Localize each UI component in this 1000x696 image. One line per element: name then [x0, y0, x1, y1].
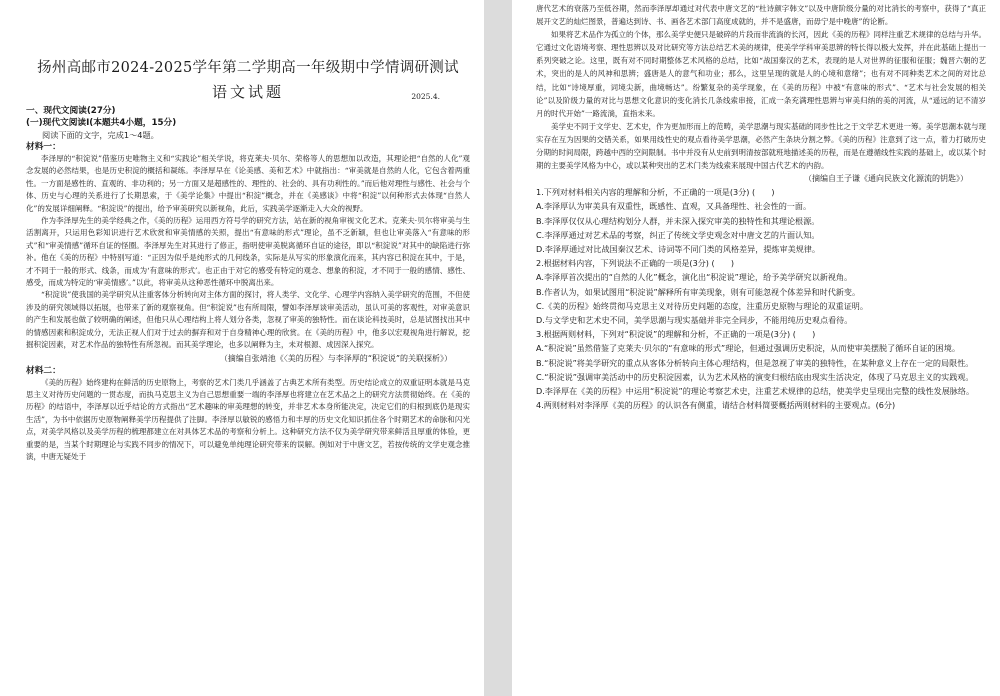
- answer-option: C.《美的历程》始终贯彻马克思主义对待历史问题的态度，注重历史原物与理论的双重证明。: [536, 300, 868, 311]
- answer-option: D.李泽厚在《美的历程》中运用“积淀说”的理论考察艺术史，注重艺术规律的总结，使美学史呈现出完整的线性发展脉络。: [536, 386, 975, 397]
- answer-option: B.作者认为，如果试图用“积淀说”解释所有审美现象，则有可能忽视个体差异和时代新变。: [536, 286, 861, 297]
- answer-option: D.与文学史和艺术史不同，美学思潮与现实基础并非完全同步，不能用纯历史观点看待。: [536, 315, 853, 326]
- material-2-paragraph: 唐代艺术的衰落乃至低谷期，然而李泽厚却通过对代表中唐文艺的“杜诗颜字韩文”以及中唐阶级分量的对比消长的考察中，获得了“真正展开文艺的灿烂图景，普遍达到诗、书、画各艺术部门高度成就的，并不是盛唐，而毋宁是中晚唐”的论断。: [536, 4, 986, 27]
- answer-option: A.李泽厚认为审美具有双重性，既感性、直观，又具备理性、社会性的一面。: [536, 201, 812, 212]
- subsection-heading: (一)现代文阅读Ⅰ(本题共4小题，15分): [26, 118, 177, 128]
- question-stem: 2.根据材料内容，下列说法不正确的一项是(3分) ( ): [536, 258, 735, 269]
- exam-subtitle: 语文试题: [211, 83, 284, 101]
- answer-option: B.李泽厚仅仅从心理结构划分人群，并未深入探究审美的独特性和其理论根源。: [536, 215, 820, 226]
- material-1-source: （摘编自张靖池《〈美的历程〉与李泽厚的“积淀说”的关联探析》）: [219, 353, 452, 363]
- answer-option: C.“积淀说”强调审美活动中的历史积淀因素，认为艺术风格的演变归根结底由现实生活决定，体现了马克思主义的实践观。: [536, 371, 974, 382]
- material-2-paragraph: 《美的历程》始终建构在鲜活的历史原物上，考察的艺术门类几乎涵盖了古典艺术所有类型。历史结论成立的双重证明本就是马克思主义对待历史问题的一贯态度，而执马克思主义为自己思想重要一端的李泽厚也将建立在艺术品之上的研究方法贯彻始终。在《美的历程》的结语中，李泽厚以近乎结论的方式指出“艺术趣味的审美理想的转变，并非艺术本身所能决定，决定它们的归根到底仍是现实生活”，为书中依据历史原物阐释美学历程提供了注脚。李泽厚以敏锐的感悟力和丰厚的历史文化知识抓住各个时期艺术的命脉和闪光点，对美学风格以及美学历程的梳理都建立在对具体艺术品的考察和分析上。这种研究方法不仅为美学研究带来鲜活且厚重的体验，更重要的是，当某个时期理论与实践不同步的情况下，可以避免单纯理论研究带来的误解。例如对于中唐文艺，若按传统的文学史观念推演，中唐无疑处于: [26, 377, 470, 461]
- reading-instruction: 阅读下面的文字，完成1～4题。: [42, 130, 159, 140]
- material-2-source: （摘编自王子谦《通向民族文化源流的钥匙》）: [804, 174, 968, 184]
- section-heading: 一、现代文阅读(27分): [26, 106, 116, 116]
- exam-title: 扬州高邮市2024-2025学年第二学期高一年级期中学情调研测试: [37, 60, 459, 76]
- material-1-paragraph: “积淀说”使我国的美学研究从注重客体分析转向对主体方面的探讨，将人类学、文化学、心理学内容纳入美学研究的范围，不但使涉及的研究领域得以拓展，也带来了新的观察视角。但“积淀说”也有所局限，譬如李泽厚谈审美活动，虽认可美的客观性，对审美意识的产生和发展也做了较明确的阐述，但他只从心理结构上将人划分各类，忽视了审美的独特性。而在谈论科技美时，总是试图找出其中的情感因素和积淀成分，无法正视人们对于过去的摒弃和对于自身精神心理的欣赏。在《美的历程》中，他多以宏观视角进行解说，挖掘积淀因素，对艺术作品的独特性有所忽视。而其美学理论，也多以阐释为主，未对根源、成因深入探究。: [26, 290, 470, 350]
- answer-option: A.李泽厚首次提出的“自然的人化”概念，演化出“积淀说”理论，给予美学研究以新视角。: [536, 272, 853, 283]
- answer-option: B.“积淀说”将美学研究的重点从客体分析转向主体心理结构，但是忽视了审美的独特性，在某种意义上存在一定的局限性。: [536, 357, 974, 368]
- page-left: [0, 0, 484, 696]
- answer-option: D.李泽厚通过对比战国秦汉艺术、诗词等不同门类的风格差异，提炼审美规律。: [536, 244, 820, 255]
- page-right: [512, 0, 1000, 696]
- material-2-paragraph: 美学史不同于文学史、艺术史，作为更加形而上的范畴，美学思潮与现实基础的同步性比之于文学艺术更进一筹。美学思潮本就与现实存在互为因果的交错关系，如果用线性史的观点看待美学思潮，必然产生条块分割之弊。《美的历程》注意到了这一点，着力打破历史分期的时间局限，跨越中西的空间限制。书中并没有从史前到明清按部就班地描述美的历程，而是在遵循线性实践的基础上，或以某个时期的主要美学风格为中心，或以某种突出的艺术门类为线索来展现中国古代艺术的内韵。: [536, 121, 986, 171]
- material-1-label: 材料一：: [26, 142, 61, 152]
- question-stem: 3.根据两则材料，下列对“积淀说”的理解和分析，不正确的一项是(3分) ( ): [536, 329, 816, 340]
- answer-option: C.李泽厚通过对艺术品的考察，纠正了传统文学史观念对中唐文艺的片面认知。: [536, 229, 820, 240]
- material-2-label: 材料二：: [26, 365, 61, 376]
- question-stem: 4.两则材料对李泽厚《美的历程》的认识各有侧重，请结合材料简要概括两则材料的主要观点。(6分): [536, 400, 896, 411]
- exam-date: 2025.4.: [411, 92, 440, 101]
- answer-option: A.“积淀说”虽然借鉴了克莱夫·贝尔的“有意味的形式”理论，但通过强调历史积淀，从而使审美摆脱了循环自证的困境。: [536, 343, 960, 354]
- material-1-paragraph: 李泽厚的“积淀说”借鉴历史唯物主义和“实践论”相关学说，将克莱夫·贝尔、荣格等人的思想加以改造，其理论把“自然的人化”观念发展的必然结果，也是历史积淀的概括和凝练。李泽厚早在《论美感、美和艺术》中就指出：“审美就是自然的人化，它包含着两重性。一方面是感性的、直观的、非功利的；另一方面又是超感性的、理性的、社会的、具有功利性的。”而后他对理性与感性、社会与个体、历史与心理的关系进行了长期思索，于《美学论集》中提出“积淀”概念，并在《美感谈》中将“积淀”以何种形式去体现“自然人化”的发展详细阐释。“积淀说”的提出，给予审美研究以新视角，此后，实践美学逐渐走入大众的视野。: [26, 154, 470, 213]
- question-stem: 1.下列对材料相关内容的理解和分析，不正确的一项是(3分) ( ): [536, 187, 775, 198]
- material-2-paragraph: 如果将艺术品作为孤立的个体，那么美学史便只是破碎的片段而非流淌的长河，因此《美的历程》同样注重艺术规律的总结与升华。它通过文化语境考察、理性思辨以及对比研究等方法总结艺术美的规律，使美学学科审美思辨的特长得以极大发挥，并在此基础上提出一系列突破之论。这里，既有对不同时期整体艺术风格的总结，比如“战国秦汉的艺术，表现的是人对世界的征服和征服；魏晋六朝的艺术，突出的是人的风神和思辨；盛唐是人的意气和功业；那么，这里呈现的就是人的心境和意绪”；也有对不同种类艺术之间的对比总结，比如“诗境厚重，词境尖新，曲境畅达”。纷繁复杂的美学现象，在《美的历程》中被“有意味的形式”、“艺术与社会发展的相关论”以及阶级力量的对比与思想文化意识的变化消长几条线索串接，汇成一条充满理性思辨与审美归纳的美的河流，从“遥远的记不清岁月的时代开始”一路流淌，直指未来。: [536, 30, 986, 118]
- material-1-paragraph: 作为李泽厚先生的美学经典之作，《美的历程》运用西方符号学的研究方法，站在新的视角审视文化艺术。克莱夫·贝尔将审美与生活割离开，只运用色彩知识进行艺术欣赏和审美情感的关照，提出“有意味的形式”理论，虽不乏新颖，但也让审美落入“有意味的形式”和“审美情感”循环自证的怪圈。李泽厚先生对其进行了修正，指明使审美脱离循环自证的途径，即以“积淀说”对其中的缺陷进行弥补。他在《美的历程》中特别写道：“正因为似乎是纯形式的几何线条，实际是从写实的形象演化而来，其内容已积淀在其中，于是，才不同于一般的形式、线条，而成为‘有意味的形式’。也正由于对它的感受有特定的观念、想象的积淀，才不同于一般的感情、感性、感受，而成为特定的‘审美情感’。”以此，将审美从这种恶性循环中脱离出来。: [26, 216, 470, 288]
